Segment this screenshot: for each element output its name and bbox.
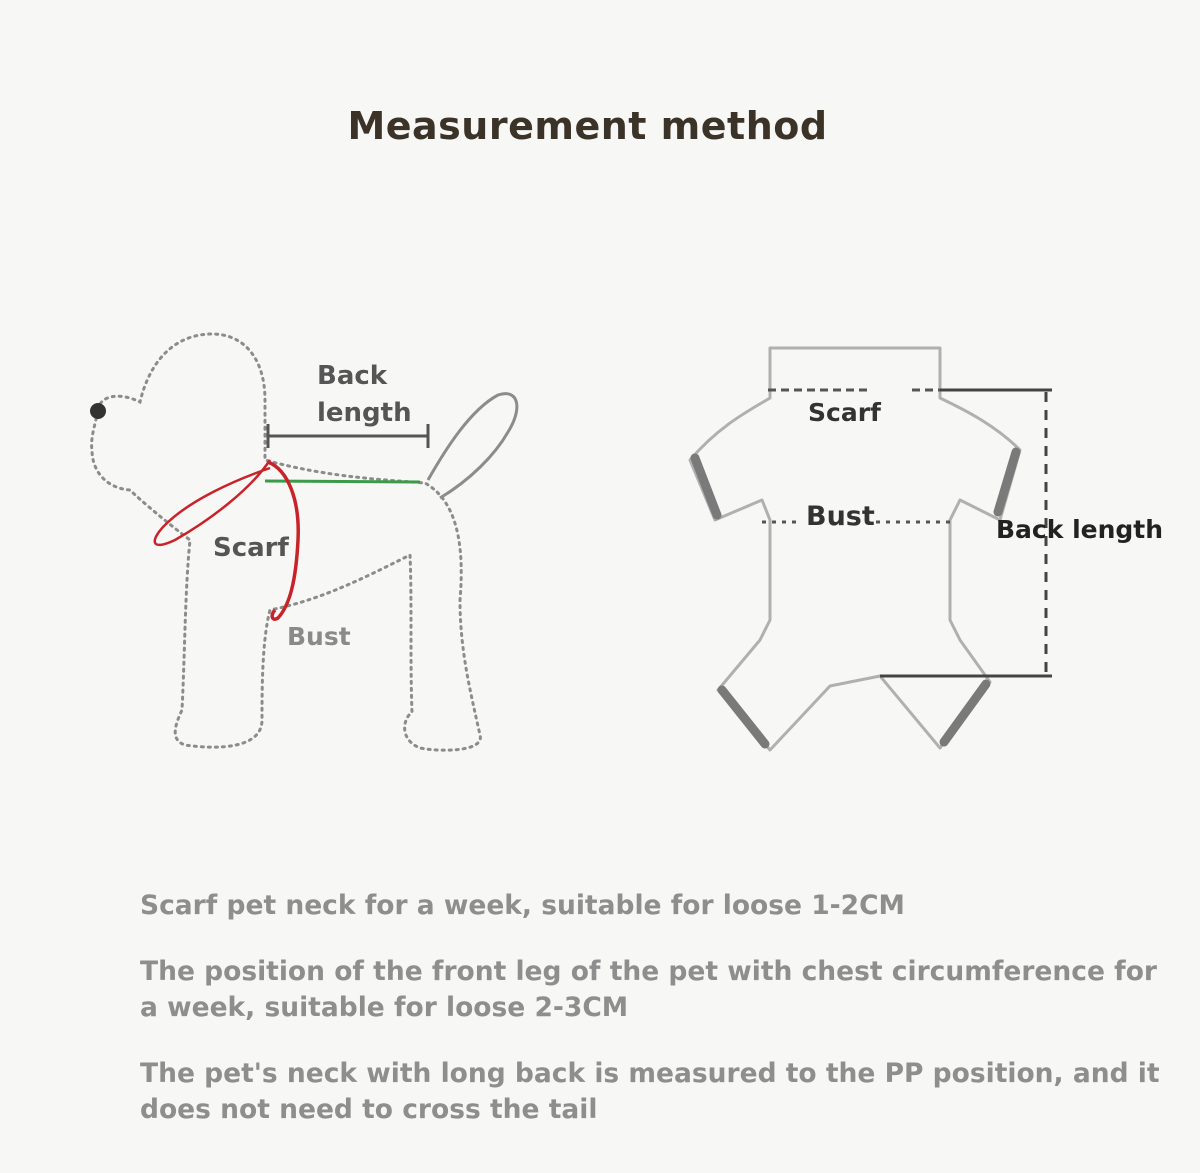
measurement-notes <box>140 888 1170 1158</box>
garment-cuffs <box>695 452 1016 744</box>
page-title: Measurement method <box>347 104 828 148</box>
dog-bust-label: Bust <box>287 622 351 651</box>
dog-scarf-label: Scarf <box>213 533 289 563</box>
dog-nose-icon <box>90 403 106 419</box>
note-back-length: The pet's neck with long back is measured to the PP position, and it does not need to cross the tail <box>140 1058 1160 1125</box>
garment-scarf-label: Scarf <box>808 398 881 427</box>
note-scarf: Scarf pet neck for a week, suitable for loose 1-2CM <box>140 890 905 921</box>
dog-tail <box>428 394 517 498</box>
garment-back-length-label: Back length <box>996 515 1164 544</box>
note-bust: The position of the front leg of the pet with chest circumference for a week, suitable for loose 2-3CM <box>140 956 1157 1023</box>
garment-bust-label: Bust <box>806 501 875 532</box>
back-length-label-line1: Back <box>317 361 388 391</box>
back-length-label-line2: length <box>317 398 412 428</box>
